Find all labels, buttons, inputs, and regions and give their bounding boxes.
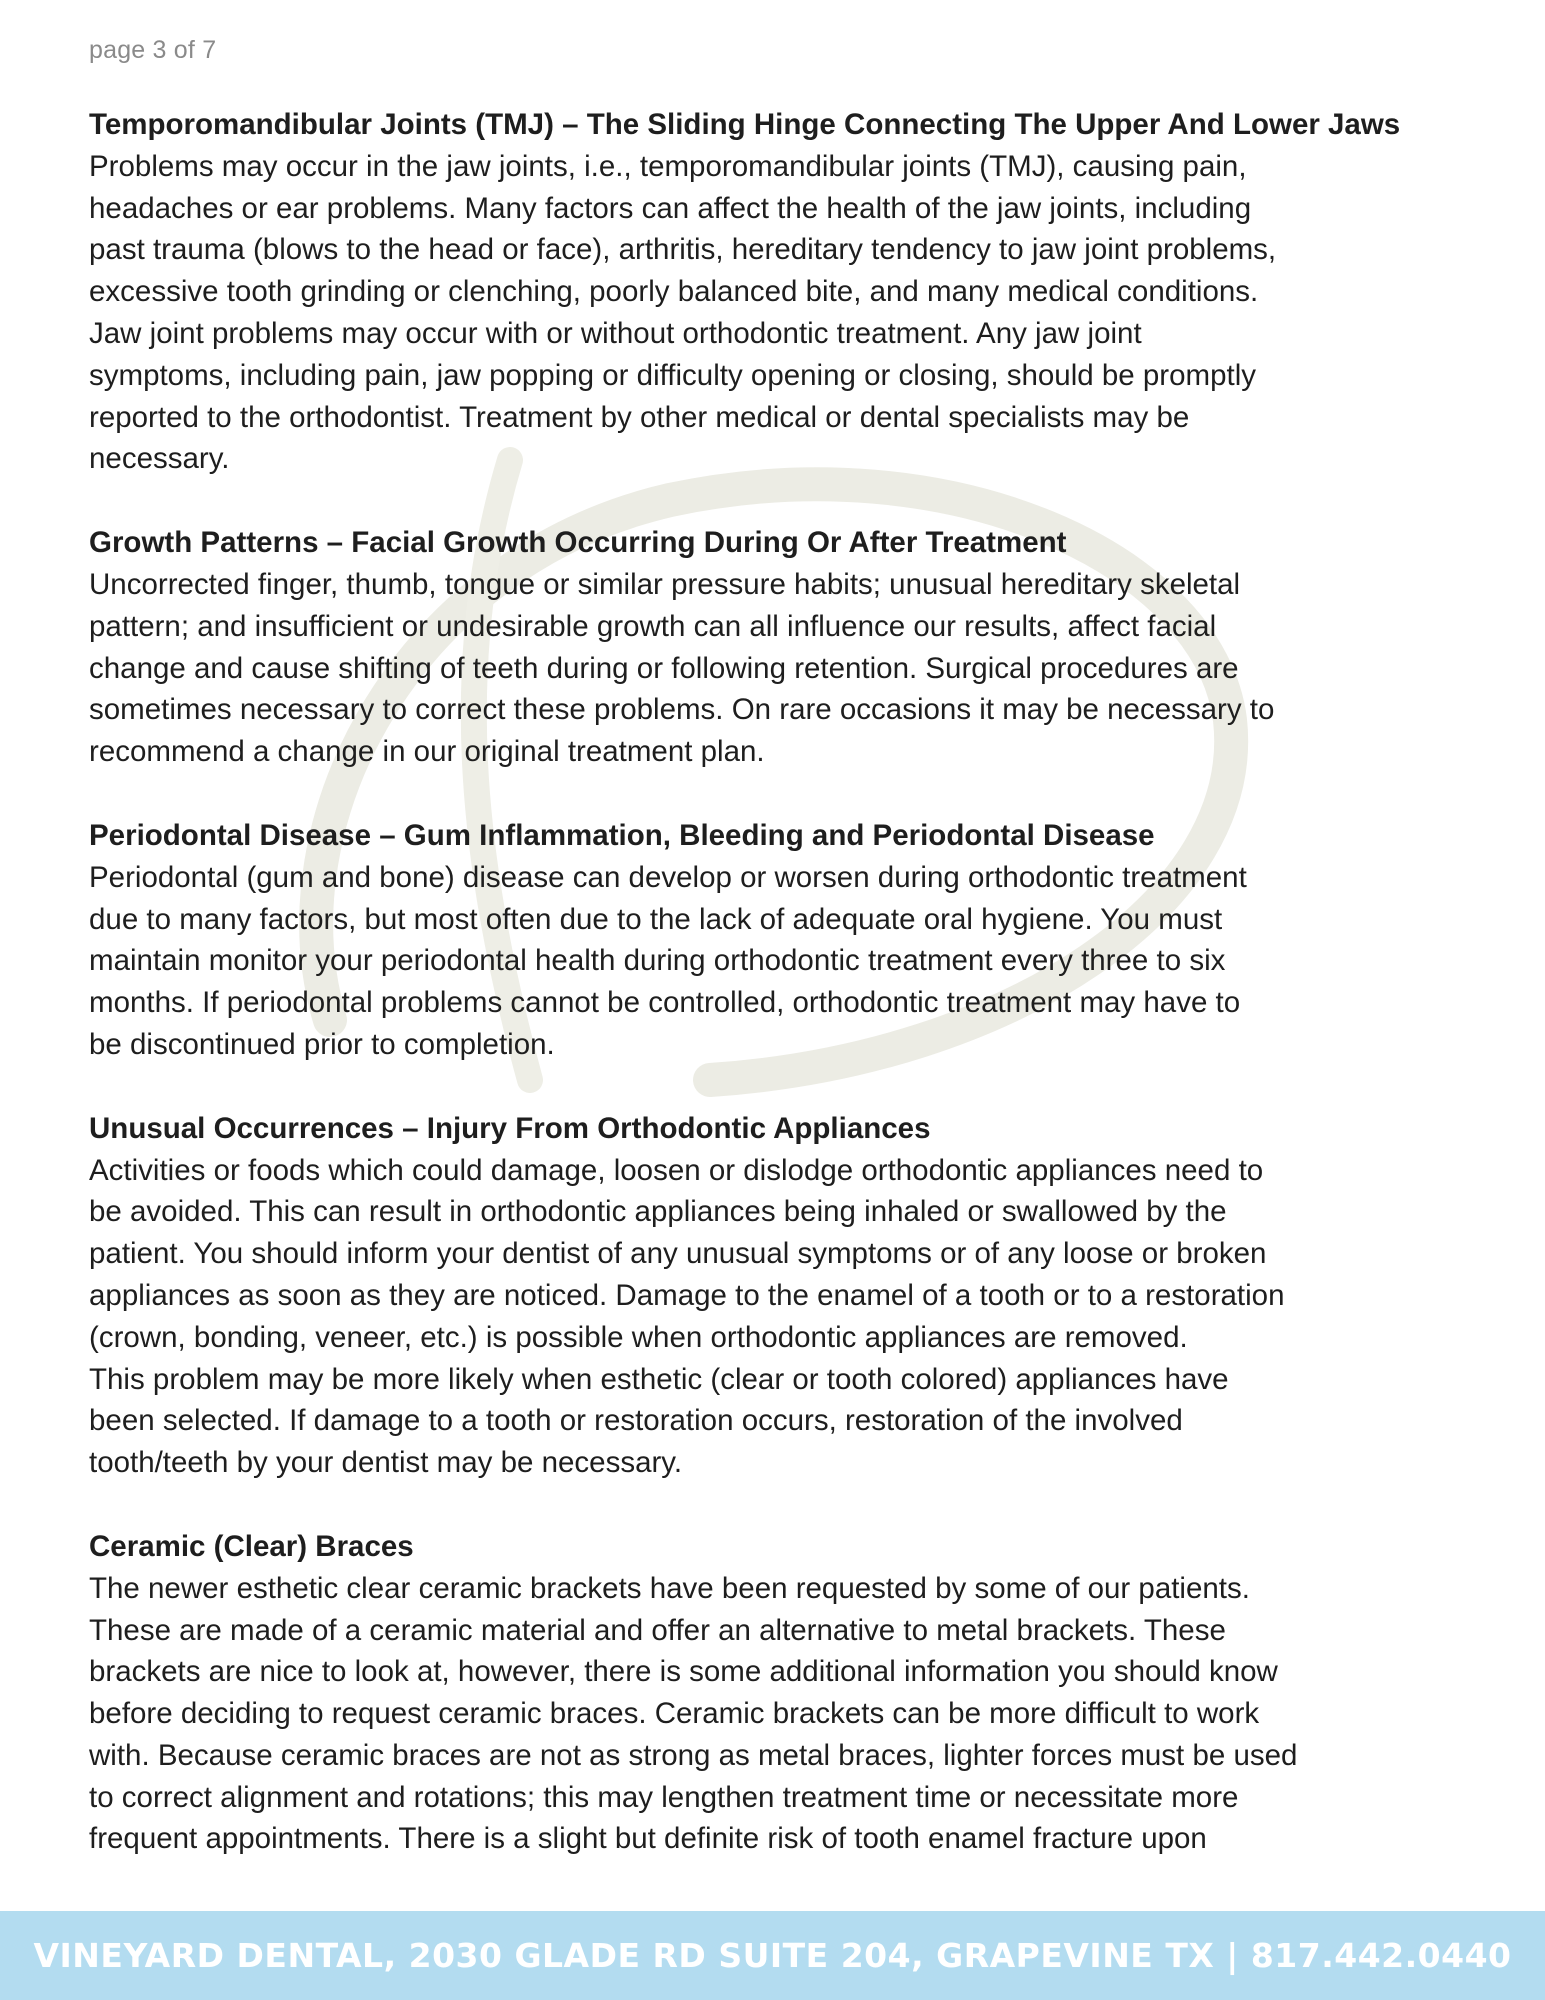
section-heading: Unusual Occurrences – Injury From Orthodontic Appliances: [89, 1111, 931, 1145]
page-number: page 3 of 7: [89, 36, 217, 64]
section-heading: Periodontal Disease – Gum Inflammation, Bleeding and Periodontal Disease: [89, 818, 1155, 852]
section-unusual-occurrences: [89, 1108, 1479, 1484]
footer-contact-text: VINEYARD DENTAL, 2030 GLADE RD SUITE 204, GRAPEVINE TX | 817.442.0440: [33, 1936, 1512, 1975]
section-paragraph: The newer esthetic clear ceramic brackets have been requested by some of our patients. These are made of a ceramic material and offer an alternative to metal brackets. These brackets are nice to look at, however, there is some additional information you should know before deciding to request ceramic braces. Ceramic brackets can be more difficult to work with. Because ceramic braces are not as strong as metal braces, lighter forces must be used to correct alignment and rotations; this may lengthen treatment time or necessitate more frequent appointments. There is a slight but definite risk of tooth enamel fracture upon: [89, 1571, 1298, 1856]
section-heading: Ceramic (Clear) Braces: [89, 1529, 414, 1563]
document-body: [89, 104, 1479, 1902]
section-ceramic-braces: [89, 1526, 1479, 1860]
section-heading: Temporomandibular Joints (TMJ) – The Sliding Hinge Connecting The Upper And Lower Jaws: [89, 108, 1401, 141]
section-paragraph: Periodontal (gum and bone) disease can develop or worsen during orthodontic treatment due to many factors, but most often due to the lack of adequate oral hygiene. You must maintain monitor your periodontal health during orthodontic treatment every three to six months. If periodontal problems cannot be controlled, orthodontic treatment may have to be discontinued prior to completion.: [89, 860, 1247, 1061]
section-paragraph: Activities or foods which could damage, loosen or dislodge orthodontic appliances need to be avoided. This can result in orthodontic appliances being inhaled or swallowed by the patient. You should inform your dentist of any unusual symptoms or of any loose or broken appliances as soon as they are noticed. Damage to the enamel of a tooth or to a restoration (crown, bonding, veneer, etc.) is possible when orthodontic appliances are removed. This problem may be more likely when esthetic (clear or tooth colored) appliances have been selected. If damage to a tooth or restoration occurs, restoration of the involved tooth/teeth by your dentist may be necessary.: [89, 1153, 1285, 1480]
footer-bar: [0, 1911, 1545, 2000]
section-periodontal-disease: [89, 815, 1479, 1066]
section-growth-patterns: [89, 522, 1479, 773]
section-heading: Growth Patterns – Facial Growth Occurring During Or After Treatment: [89, 526, 1067, 560]
section-paragraph: Uncorrected finger, thumb, tongue or similar pressure habits; unusual hereditary skeletal pattern; and insufficient or undesirable growth can all influence our results, affect facial change and cause shifting of teeth during or following retention. Surgical procedures are sometimes necessary to correct these problems. On rare occasions it may be necessary to recommend a change in our original treatment plan.: [89, 567, 1275, 769]
section-tmj: [89, 104, 1479, 480]
section-paragraph: Problems may occur in the jaw joints, i.e., temporomandibular joints (TMJ), causing pain, headaches or ear problems. Many factors can affect the health of the jaw joints, including past trauma (blows to the head or face), arthritis, hereditary tendency to jaw joint problems, excessive tooth grinding or clenching, poorly balanced bite, and many medical conditions. Jaw joint problems may occur with or without orthodontic treatment. Any jaw joint symptoms, including pain, jaw popping or difficulty opening or closing, should be promptly reported to the orthodontist. Treatment by other medical or dental specialists may be necessary.: [89, 149, 1277, 476]
